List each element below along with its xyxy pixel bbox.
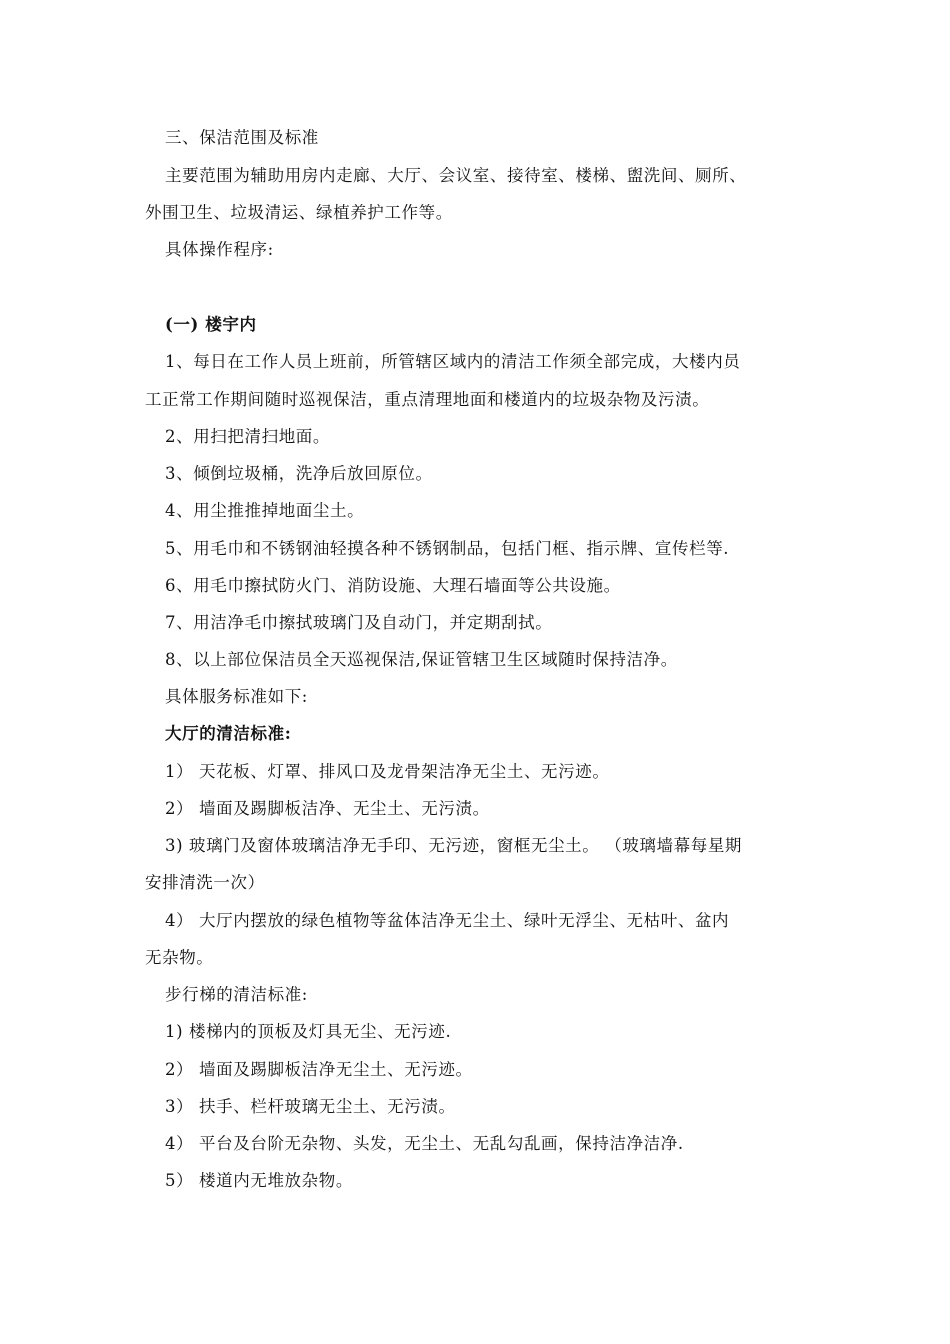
stairs-standard-item: 1) 楼梯内的顶板及灯具无尘、无污迹. <box>165 1022 452 1041</box>
subsection-title: (一) 楼宇内 <box>165 315 257 334</box>
lobby-standard-item: 2） 墙面及踢脚板洁净、无尘土、无污渍。 <box>165 799 490 818</box>
procedure-item: 5、用毛巾和不锈钢油轻摸各种不锈钢制品，包括门框、指示牌、宣传栏等. <box>165 539 730 558</box>
stairs-standard-item: 2） 墙面及踢脚板洁净无尘土、无污迹。 <box>165 1060 473 1079</box>
stairs-standard-item: 3） 扶手、栏杆玻璃无尘土、无污渍。 <box>165 1097 456 1116</box>
lobby-standard-item: 安排清洗一次） <box>145 873 265 892</box>
lobby-standard-item: 3) 玻璃门及窗体玻璃洁净无手印、无污迹，窗框无尘土。 （玻璃墙幕每星期 <box>165 836 743 855</box>
procedure-item: 工正常工作期间随时巡视保洁，重点清理地面和楼道内的垃圾杂物及污渍。 <box>145 390 710 409</box>
scope-text-line-1: 主要范围为辅助用房内走廊、大厅、会议室、接待室、楼梯、盥洗间、厕所、 <box>165 166 747 185</box>
section-title: 三、保洁范围及标准 <box>165 128 319 147</box>
procedure-item: 8、以上部位保洁员全天巡视保洁,保证管辖卫生区域随时保持洁净。 <box>165 650 678 669</box>
scope-text-line-2: 外围卫生、垃圾清运、绿植养护工作等。 <box>145 203 453 222</box>
procedure-item: 4、用尘推推掉地面尘土。 <box>165 501 365 520</box>
lobby-standard-item: 无杂物。 <box>145 948 214 967</box>
procedure-label: 具体操作程序: <box>165 240 274 259</box>
procedure-item: 3、倾倒垃圾桶，洗净后放回原位。 <box>165 464 433 483</box>
stairs-standard-item: 4） 平台及台阶无杂物、头发，无尘土、无乱勾乱画，保持洁净洁净. <box>165 1134 684 1153</box>
stairs-standard-item: 5） 楼道内无堆放杂物。 <box>165 1171 353 1190</box>
procedure-item: 1、每日在工作人员上班前，所管辖区域内的清洁工作须全部完成，大楼内员 <box>165 352 741 371</box>
lobby-standard-title: 大厅的清洁标准: <box>165 724 292 743</box>
stairs-standard-title: 步行梯的清洁标准: <box>165 985 308 1004</box>
lobby-standard-item: 1） 天花板、灯罩、排风口及龙骨架洁净无尘土、无污迹。 <box>165 762 610 781</box>
procedure-item: 6、用毛巾擦拭防火门、消防设施、大理石墙面等公共设施。 <box>165 576 621 595</box>
procedure-item: 2、用扫把清扫地面。 <box>165 427 330 446</box>
lobby-standard-item: 4） 大厅内摆放的绿色植物等盆体洁净无尘土、绿叶无浮尘、无枯叶、盆内 <box>165 911 730 930</box>
procedure-item: 7、用洁净毛巾擦拭玻璃门及自动门，并定期刮拭。 <box>165 613 553 632</box>
service-standard-label: 具体服务标准如下: <box>165 687 308 706</box>
